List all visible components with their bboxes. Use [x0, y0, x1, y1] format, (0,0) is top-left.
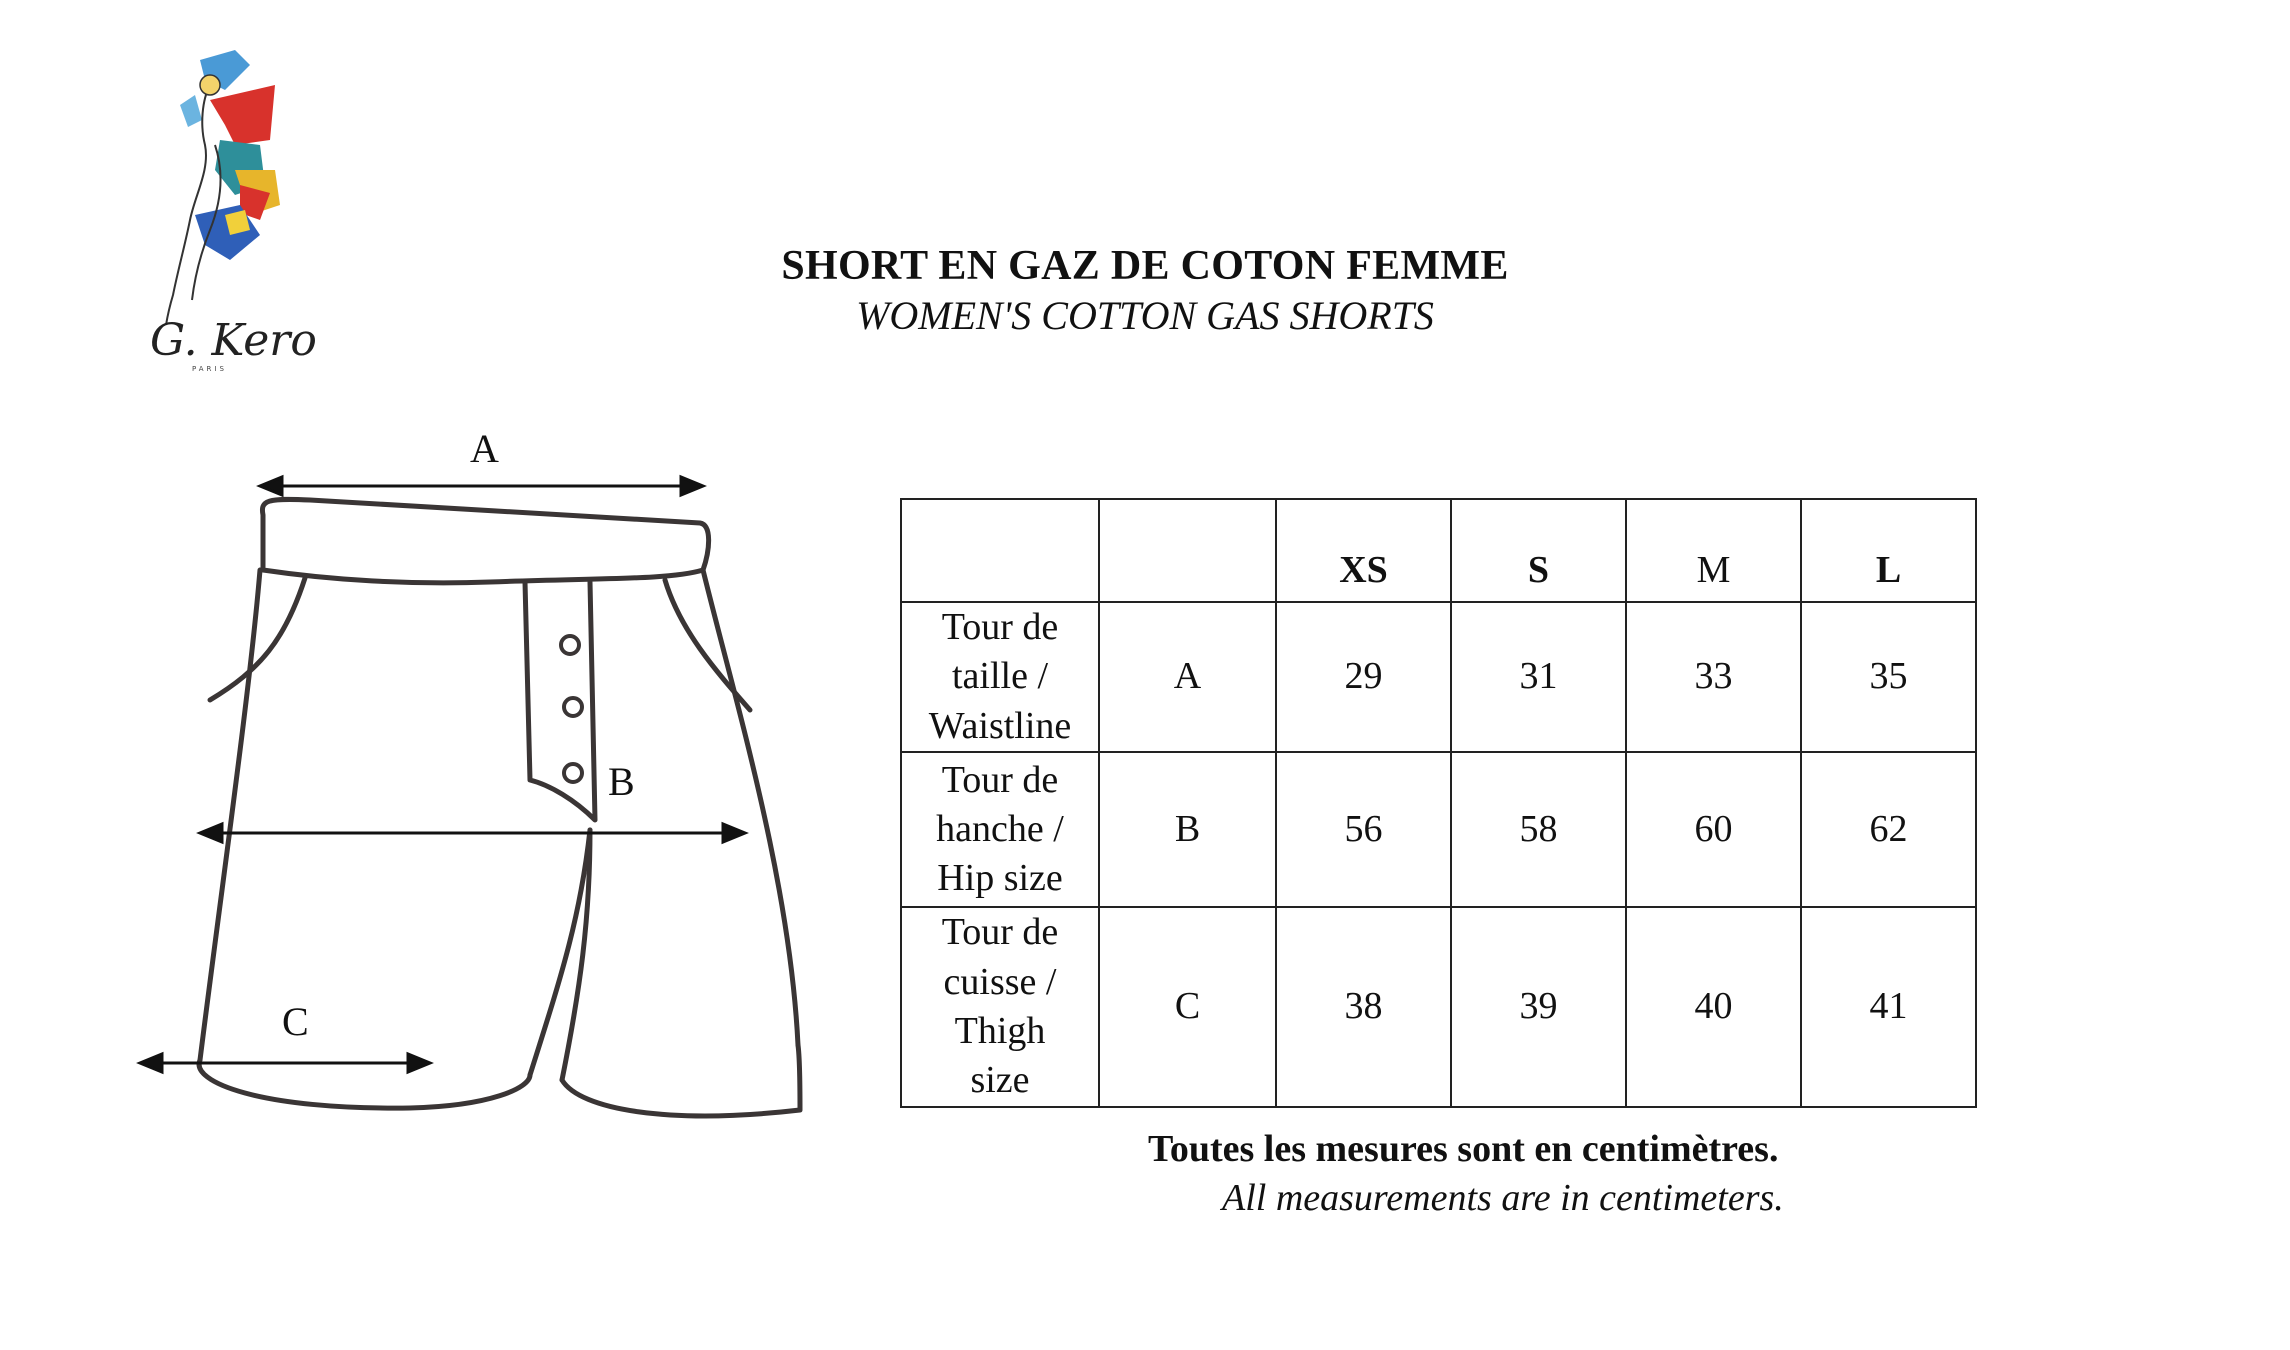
table-cell: 31	[1451, 602, 1626, 752]
table-cell: 39	[1451, 907, 1626, 1107]
size-header-s: S	[1451, 499, 1626, 602]
measure-code: A	[1099, 602, 1276, 752]
table-cell: 38	[1276, 907, 1451, 1107]
brand-sub: PARIS	[192, 365, 227, 373]
dimension-label-c: C	[282, 999, 309, 1044]
table-cell: 56	[1276, 752, 1451, 907]
table-cell: 41	[1801, 907, 1976, 1107]
measure-code: B	[1099, 752, 1276, 907]
size-header-l: L	[1801, 499, 1976, 602]
table-row	[901, 602, 1976, 752]
measurement-note-fr: Toutes les mesures sont en centimètres.	[1148, 1128, 1779, 1170]
header-empty	[1099, 499, 1276, 602]
button-icon	[564, 764, 582, 782]
measurement-note-en: All measurements are in centimeters.	[1222, 1177, 1784, 1219]
table-cell: 58	[1451, 752, 1626, 907]
shorts-diagram	[110, 420, 810, 1140]
dimension-label-b: B	[608, 759, 635, 804]
size-header-m: M	[1626, 499, 1801, 602]
table-row	[901, 907, 1976, 1107]
header-empty	[901, 499, 1099, 602]
table-cell: 29	[1276, 602, 1451, 752]
brand-signature: G. Kero	[150, 315, 317, 366]
table-header-row	[901, 499, 1976, 602]
button-icon	[561, 636, 579, 654]
size-header-xs: XS	[1276, 499, 1451, 602]
table-cell: 62	[1801, 752, 1976, 907]
table-cell: 60	[1626, 752, 1801, 907]
measure-name: Tour de hanche / Hip size	[901, 752, 1099, 907]
measure-name: Tour de taille / Waistline	[901, 602, 1099, 752]
button-icon	[564, 698, 582, 716]
table-row	[901, 752, 1976, 907]
dimension-label-a: A	[470, 426, 499, 471]
table-cell: 35	[1801, 602, 1976, 752]
measure-code: C	[1099, 907, 1276, 1107]
page-subtitle: WOMEN'S COTTON GAS SHORTS	[856, 293, 1434, 338]
table-cell: 40	[1626, 907, 1801, 1107]
size-chart-table	[900, 498, 1977, 1108]
table-cell: 33	[1626, 602, 1801, 752]
page-title: SHORT EN GAZ DE COTON FEMME	[781, 243, 1509, 289]
measure-name: Tour de cuisse / Thigh size	[901, 907, 1099, 1107]
